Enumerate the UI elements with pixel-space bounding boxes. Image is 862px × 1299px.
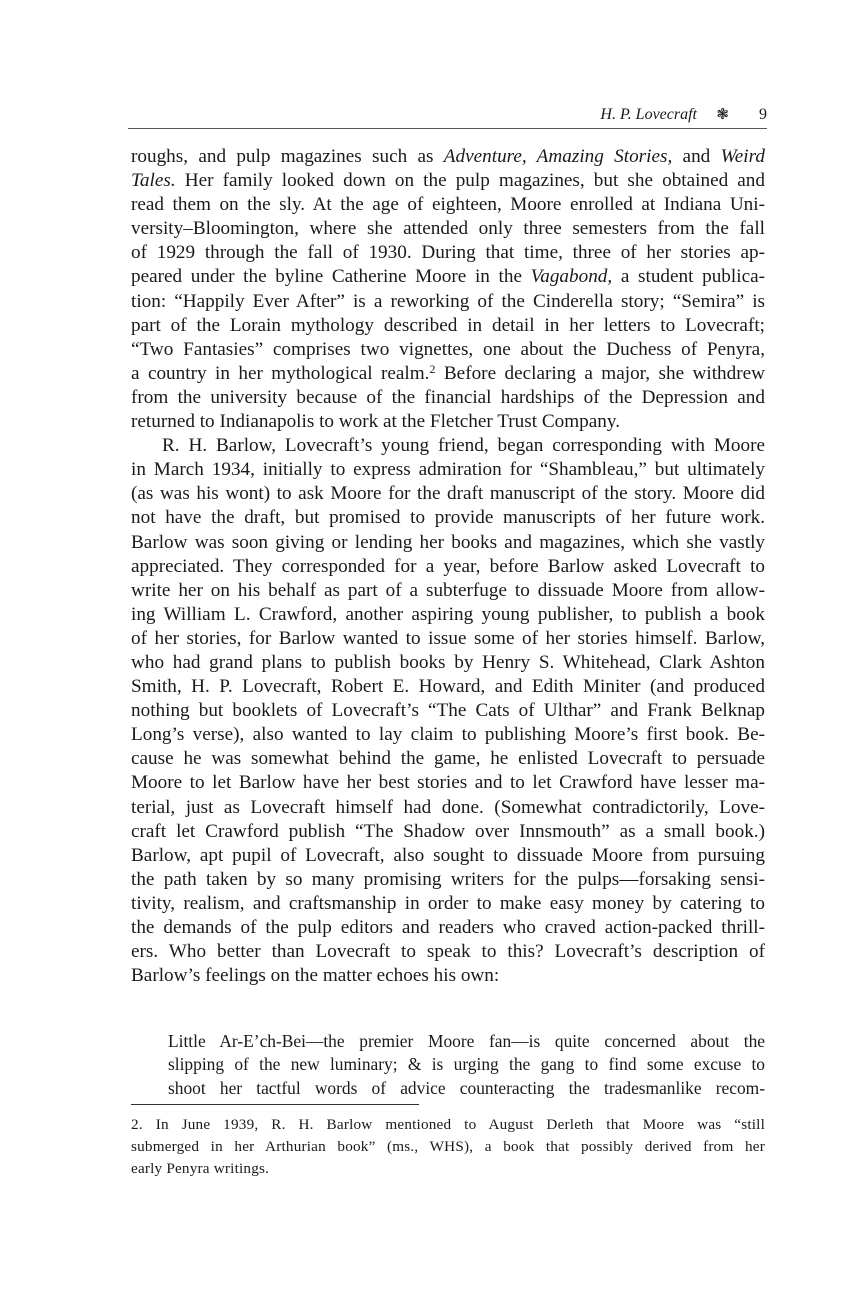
footnote-reference[interactable]: 2 xyxy=(429,361,436,376)
footnote-rule xyxy=(131,1104,419,1105)
text-line: who had grand plans to publish books by Henry S. Whitehead, Clark Ashton xyxy=(131,651,765,673)
italic-title: Weird xyxy=(720,146,765,167)
text-line: (as was his wont) to ask Moore for the draft manuscript of the story. Moore did xyxy=(131,483,765,505)
text-line: ing William L. Crawford, another aspiring young publisher, to publish a book xyxy=(131,603,765,625)
text-line: craft let Crawford publish “The Shadow over Innsmouth” as a small book.) xyxy=(131,820,765,842)
italic-title: Adventure, Amazing Stories, xyxy=(443,146,673,167)
italic-title: Tales. xyxy=(131,170,176,192)
text-line: terial, just as Lovecraft himself had done. (Somewhat contradictorily, Love- xyxy=(131,796,765,818)
text-line: the demands of the pulp editors and readers who craved action-packed thrill- xyxy=(131,917,765,938)
italic-title: Vagabond, xyxy=(530,266,613,288)
text-line: versity–Bloomington, where she attended only three semesters from the fall xyxy=(131,218,765,240)
text-line: 2. In June 1939, R. H. Barlow mentioned to August Derleth that Moore was “still xyxy=(131,1116,765,1133)
block-quote-text xyxy=(168,1030,765,1100)
text-line: the path taken by so many promising writers for the pulps—forsaking sensi- xyxy=(131,868,765,890)
text-line: not have the draft, but promised to provide manuscripts of her future work. xyxy=(131,507,765,529)
text-line: Barlow was soon giving or lending her books and magazines, which she vastly xyxy=(131,531,765,553)
text-line: part of the Lorain mythology described in detail in her letters to Lovecraft; xyxy=(131,314,765,336)
text-line: peared under the byline Catherine Moore in the Vagabond, a student publica- xyxy=(131,266,765,288)
text-line: slipping of the new luminary; & is urging the gang to find some excuse to xyxy=(168,1054,765,1075)
page-number: 9 xyxy=(759,106,767,123)
text-line: “Two Fantasies” comprises two vignettes, one about the Duchess of Penyra, xyxy=(131,338,765,360)
text-line: from the university because of the financial hardships of the Depression and xyxy=(131,386,765,408)
text-line: appreciated. They corresponded for a year, before Barlow asked Lovecraft to xyxy=(131,555,765,577)
fleuron-icon: ❃ xyxy=(716,107,729,123)
paragraph xyxy=(131,145,765,434)
text-line: early Penyra writings. xyxy=(131,1160,270,1178)
paragraph xyxy=(131,434,765,988)
text-line: read them on the sly. At the age of eighteen, Moore enrolled at Indiana Uni- xyxy=(131,194,765,216)
text-line: Moore to let Barlow have her best stories and to let Crawford have lesser ma- xyxy=(131,772,765,794)
text-line: Smith, H. P. Lovecraft, Robert E. Howard, and Edith Miniter (and produced xyxy=(131,676,765,698)
text-line: Barlow, apt pupil of Lovecraft, also sought to dissuade Moore from pursuing xyxy=(131,844,765,866)
text-line: cause he was somewhat behind the game, he enlisted Lovecraft to persuade xyxy=(131,748,765,770)
block-quote xyxy=(168,1030,765,1100)
running-head-title: H. P. Lovecraft xyxy=(600,106,697,123)
text-line: a country in her mythological realm.$^2$ Before declaring a major, she withdrew xyxy=(131,361,765,384)
text-line: of her stories, for Barlow wanted to issue some of her stories himself. Barlow, xyxy=(131,627,765,649)
text-line: submerged in her Arthurian book” (ms., WHS), a book that possibly derived from her xyxy=(131,1138,765,1156)
text-line: returned to Indianapolis to work at the Fletcher Trust Company. xyxy=(131,411,621,433)
text-line: Barlow’s feelings on the matter echoes his own: xyxy=(131,965,500,987)
running-header xyxy=(128,104,767,129)
text-line: roughs, and pulp magazines such as Adventure, Amazing Stories, and Weird xyxy=(131,146,765,167)
text-line: Long’s verse), also wanted to lay claim to publishing Moore’s first book. Be- xyxy=(131,724,765,746)
text-line: nothing but booklets of Lovecraft’s “The Cats of Ulthar” and Frank Belknap xyxy=(131,700,765,722)
text-line: write her on his behalf as part of a subterfuge to dissuade Moore from allow- xyxy=(131,579,765,601)
text-line: tivity, realism, and craftsmanship in order to make easy money by catering to xyxy=(131,892,765,914)
text-line: in March 1934, initially to express admiration for “Shambleau,” but ultimately xyxy=(131,459,765,481)
text-line: R. H. Barlow, Lovecraft’s young friend, began corresponding with Moore xyxy=(162,435,765,457)
footnotes xyxy=(131,1114,765,1181)
text-line: of 1929 through the fall of 1930. During that time, three of her stories ap- xyxy=(131,242,765,264)
body-text xyxy=(131,145,765,988)
text-line: Little Ar-E’ch-Bei—the premier Moore fan—is quite concerned about the xyxy=(168,1031,765,1051)
text-line: Tales. Her family looked down on the pulp magazines, but she obtained and xyxy=(131,170,765,192)
text-line: tion: “Happily Ever After” is a reworking of the Cinderella story; “Semira” is xyxy=(131,290,765,312)
text-line: ers. Who better than Lovecraft to speak to this? Lovecraft’s description of xyxy=(131,941,765,963)
footnote xyxy=(131,1114,765,1181)
text-line: shoot her tactful words of advice counteracting the tradesmanlike recom- xyxy=(168,1077,765,1098)
